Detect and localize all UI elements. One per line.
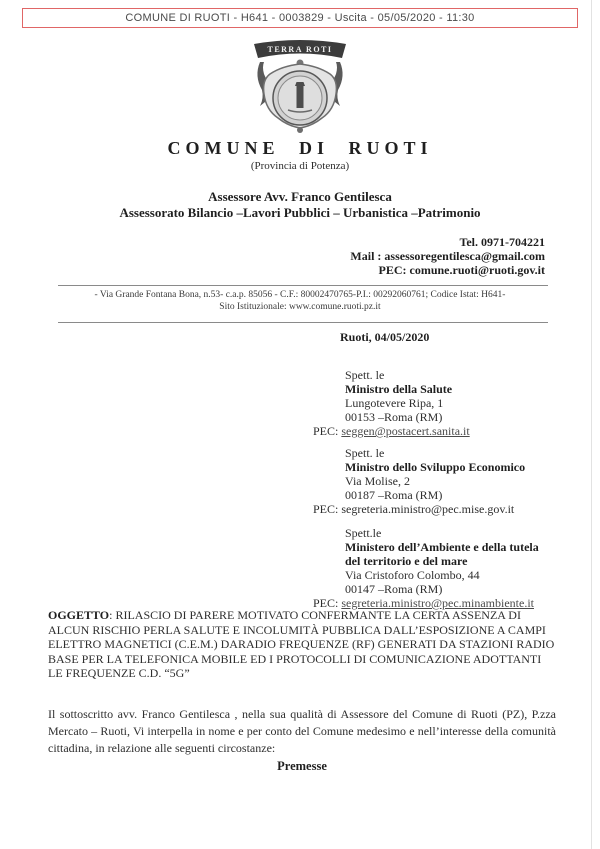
recipient-pec-line [313, 424, 563, 438]
subject-text: : RILASCIO DI PARERE MOTIVATO CONFERMANTE LA CERTA ASSENZA DI ALCUN RISCHIO PERLA SALUTE E INCOLUMITÀ PUBBLICA DALL’ESPOSIZIONE A CAMPI ELETTRO MAGNETICI (C.E.M.) DARADIO FREQUENZE (RF) GENERATI DA STAZIONI RADIO BASE PER LA TELEFONICA MOBILE ED I PROTOCOLLI DI COMUNICAZIONE ADOTTANTI LE FREQUENZE C.D. “5G” [48, 608, 555, 681]
recipient-block-sviluppo [313, 446, 563, 516]
body-paragraph: Il sottoscritto avv. Franco Gentilesca , nella sua qualità di Assessore del Comune di Ruoti (PZ), P.zza Mercato – Ruoti, Vi interpella in nome e per conto del Comune medesimo e nell’interesse della comunità cittadina, in relazione alle seguenti circostanze: [48, 707, 556, 755]
recipient-salutation: Spett. le [345, 368, 385, 382]
protocol-stamp-text: COMUNE DI RUOTI - H641 - 0003829 - Uscita - 05/05/2020 - 11:30 [125, 12, 475, 24]
address-line-2: Sito Istituzionale: www.comune.ruoti.pz.it [219, 302, 381, 312]
recipient-name: Ministro dello Sviluppo Economico [345, 460, 526, 474]
date-line: Ruoti, 04/05/2020 [340, 330, 430, 344]
recipient-salutation: Spett. le [345, 446, 385, 460]
pec-label: PEC: [313, 596, 339, 610]
contact-block [350, 235, 545, 277]
officer-name: Assessore Avv. Franco Gentilesca [208, 189, 392, 204]
pec-label: PEC: [313, 424, 339, 438]
crest-tower-top [295, 82, 305, 86]
pec-email-link[interactable]: seggen@postacert.sanita.it [341, 424, 470, 438]
address-line-1: - Via Grande Fontana Bona, n.53- c.a.p. 85056 - C.F.: 80002470765-P.I.: 00292060761; Codice Istat: H641- [94, 290, 506, 300]
province-subtitle: (Provincia di Potenza) [250, 160, 350, 172]
recipient-street: Via Molise, 2 [345, 474, 410, 488]
recipient-pec-line [313, 502, 563, 516]
premise-heading: Premesse [277, 759, 327, 774]
crest-emblem [240, 36, 360, 136]
recipient-city: 00153 –Roma (RM) [345, 410, 443, 424]
contact-mail: Mail : assessoregentilesca@gmail.com [350, 249, 545, 263]
commune-title: COMUNE DI RUOTI [167, 138, 433, 158]
subject-paragraph [48, 608, 556, 681]
crest-banner-text: TERRA ROTI [267, 45, 333, 54]
recipient-name-cont: del territorio e del mare [345, 554, 468, 568]
protocol-stamp [22, 8, 578, 28]
recipient-block-salute [313, 368, 563, 438]
horizontal-rule-top [58, 285, 548, 286]
recipient-city: 00187 –Roma (RM) [345, 488, 443, 502]
contact-tel: Tel. 0971-704221 [459, 235, 545, 249]
recipient-street: Lungotevere Ripa, 1 [345, 396, 444, 410]
crest-tower [297, 86, 304, 108]
recipient-city: 00147 –Roma (RM) [345, 582, 443, 596]
department-line: Assessorato Bilancio –Lavori Pubblici – Urbanistica –Patrimonio [119, 205, 481, 220]
pec-label: PEC: [313, 502, 339, 516]
pec-email: segreteria.ministro@pec.mise.gov.it [341, 502, 515, 516]
recipient-name: Ministero dell’Ambiente e della tutela [345, 540, 539, 554]
subject-label: OGGETTO [48, 608, 110, 622]
crest-svg [240, 36, 360, 136]
recipient-block-ambiente [313, 526, 563, 610]
crest-bottom-finial [297, 127, 303, 133]
scan-edge-line [591, 0, 592, 849]
recipient-street: Via Cristoforo Colombo, 44 [345, 568, 480, 582]
recipient-name: Ministro della Salute [345, 382, 453, 396]
contact-pec: PEC: comune.ruoti@ruoti.gov.it [378, 263, 545, 277]
pec-email-link[interactable]: segreteria.ministro@pec.minambiente.it [341, 596, 534, 610]
recipient-salutation: Spett.le [345, 526, 382, 540]
body-section [48, 706, 556, 775]
horizontal-rule-bottom [58, 322, 548, 323]
